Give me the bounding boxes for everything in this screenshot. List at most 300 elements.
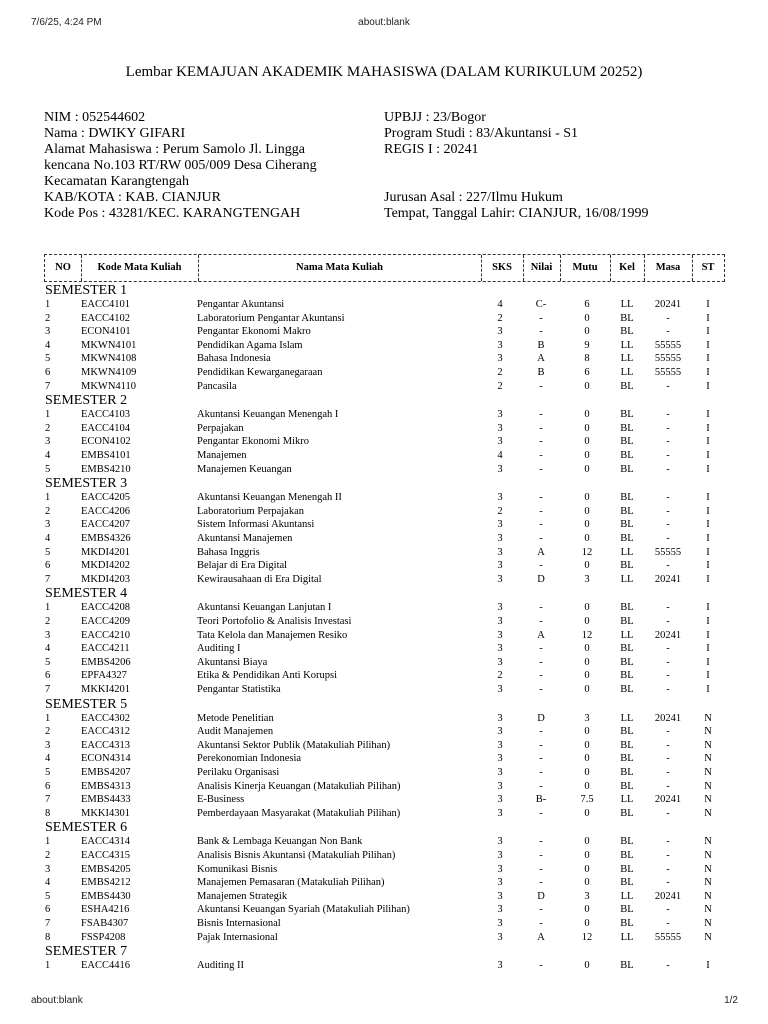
row-nilai: - — [539, 533, 543, 544]
row-kel: BL — [620, 767, 634, 778]
row-no: 2 — [45, 850, 51, 861]
row-nilai: - — [539, 670, 543, 682]
row-nilai: A — [537, 931, 545, 943]
row-kode: FSSP4208 — [81, 931, 126, 943]
table-row — [0, 463, 768, 476]
row-masa: - — [666, 326, 670, 338]
row-mutu: 6 — [584, 367, 590, 378]
row-nama: Analisis Kinerja Keuangan (Matakuliah Pilihan) — [197, 780, 401, 792]
nim: NIM : 052544602 — [44, 110, 146, 125]
row-nilai: - — [539, 684, 543, 695]
row-masa: - — [666, 904, 670, 916]
row-no: 7 — [45, 918, 51, 929]
row-nilai: - — [539, 492, 543, 504]
row-sks: 2 — [497, 312, 503, 324]
row-mutu: 0 — [584, 918, 590, 929]
row-nama: Perilaku Organisasi — [197, 767, 280, 778]
row-nama: Audit Manajemen — [197, 726, 274, 738]
row-masa: - — [666, 753, 670, 765]
row-kel: BL — [620, 753, 634, 765]
birth-place-date: Tempat, Tanggal Lahir: CIANJUR, 16/08/1999 — [384, 206, 649, 221]
row-kel: BL — [620, 877, 634, 889]
row-nama: Pemberdayaan Masyarakat (Matakuliah Pilihan) — [197, 807, 401, 819]
student-name: Nama : DWIKY GIFARI — [44, 126, 186, 141]
row-mutu: 0 — [584, 739, 590, 751]
row-kel: LL — [620, 546, 634, 558]
row-kode: MKKI4201 — [81, 684, 130, 695]
row-nama: Tata Kelola dan Manajemen Resiko — [197, 629, 348, 641]
row-masa: - — [666, 492, 670, 504]
table-row — [0, 491, 768, 504]
table-row — [0, 739, 768, 752]
row-mutu: 0 — [584, 312, 590, 324]
header-kel: Kel — [619, 262, 635, 273]
row-no: 6 — [45, 670, 51, 682]
row-masa: - — [666, 422, 670, 434]
row-nama: Perpajakan — [197, 422, 244, 434]
row-sks: 3 — [497, 877, 503, 889]
row-masa: - — [666, 312, 670, 324]
table-row — [0, 422, 768, 435]
row-kode: EACC4208 — [81, 602, 131, 614]
row-mutu: 0 — [584, 519, 590, 531]
row-sks: 3 — [497, 519, 503, 531]
row-nama: Bank & Lembaga Keuangan Non Bank — [197, 836, 363, 848]
address-line-1: Alamat Mahasiswa : Perum Samolo Jl. Lingga — [44, 142, 305, 157]
row-kode: EACC4207 — [81, 519, 131, 531]
student-info-right — [384, 110, 649, 222]
row-nilai: - — [539, 326, 543, 338]
row-kode: ECON4101 — [81, 326, 131, 338]
row-nilai: D — [537, 890, 545, 902]
row-sks: 3 — [497, 726, 503, 738]
row-st: N — [704, 918, 712, 929]
row-no: 1 — [45, 492, 51, 504]
row-mutu: 0 — [584, 807, 590, 819]
row-masa: - — [666, 850, 670, 861]
table-row — [0, 752, 768, 765]
row-mutu: 0 — [584, 960, 590, 972]
row-masa: - — [666, 519, 670, 531]
row-nilai: - — [539, 753, 543, 765]
table-row — [0, 683, 768, 696]
row-mutu: 0 — [584, 656, 590, 668]
table-row — [0, 849, 768, 862]
row-kode: MKDI4201 — [81, 546, 130, 558]
row-sks: 4 — [497, 299, 503, 310]
row-mutu: 0 — [584, 836, 590, 848]
row-sks: 3 — [497, 794, 503, 806]
print-page-number: 1/2 — [724, 995, 738, 1006]
upbjj: UPBJJ : 23/Bogor — [384, 110, 486, 125]
row-no: 2 — [45, 726, 51, 738]
row-no: 1 — [45, 836, 51, 848]
row-nama: Komunikasi Bisnis — [197, 863, 278, 875]
row-kel: BL — [620, 492, 634, 504]
row-no: 3 — [45, 326, 51, 338]
row-sks: 3 — [497, 739, 503, 751]
table-row — [0, 629, 768, 642]
row-nama: Pengantar Ekonomi Makro — [197, 326, 311, 338]
row-kel: LL — [620, 299, 634, 310]
row-kode: EMBS4206 — [81, 656, 131, 668]
table-row — [0, 863, 768, 876]
row-mutu: 0 — [584, 560, 590, 572]
row-nilai: - — [539, 863, 543, 875]
row-masa: 55555 — [654, 367, 682, 378]
row-nama: Laboratorium Perpajakan — [197, 505, 304, 517]
row-mutu: 6 — [584, 299, 590, 310]
row-st: I — [706, 670, 710, 682]
row-kel: LL — [620, 629, 634, 641]
row-no: 4 — [45, 643, 51, 655]
row-sks: 2 — [497, 670, 503, 682]
row-no: 6 — [45, 904, 51, 916]
row-st: I — [706, 326, 710, 338]
row-nama: Manajemen Pemasaran (Matakuliah Pilihan) — [197, 877, 385, 889]
row-kel: BL — [620, 836, 634, 848]
row-nilai: - — [539, 807, 543, 819]
row-no: 3 — [45, 519, 51, 531]
header-nilai: Nilai — [530, 262, 553, 273]
row-nilai: B — [537, 367, 545, 378]
table-row — [0, 312, 768, 325]
row-nama: Manajemen Strategik — [197, 890, 288, 902]
row-no: 5 — [45, 353, 51, 365]
row-mutu: 0 — [584, 380, 590, 392]
row-sks: 3 — [497, 339, 503, 351]
row-masa: 55555 — [654, 931, 682, 943]
row-nilai: A — [537, 353, 545, 365]
row-nama: Pengantar Ekonomi Mikro — [197, 436, 309, 448]
row-nilai: - — [539, 960, 543, 972]
table-row — [0, 559, 768, 572]
row-sks: 2 — [497, 505, 503, 517]
row-nilai: - — [539, 422, 543, 434]
row-no: 1 — [45, 299, 51, 310]
header-sks: SKS — [492, 262, 512, 273]
row-kel: BL — [620, 904, 634, 916]
row-masa: 20241 — [654, 712, 682, 724]
table-row — [0, 959, 768, 972]
row-nilai: - — [539, 436, 543, 448]
row-st: N — [704, 877, 712, 889]
table-row — [0, 380, 768, 393]
table-row — [0, 793, 768, 806]
row-nama: Bahasa Inggris — [197, 546, 260, 558]
row-mutu: 0 — [584, 436, 590, 448]
row-mutu: 0 — [584, 505, 590, 517]
table-row — [0, 656, 768, 669]
table-row — [0, 876, 768, 889]
row-nama: Pengantar Statistika — [197, 684, 281, 695]
row-st: N — [704, 726, 712, 738]
semester-heading: SEMESTER 3 — [45, 476, 128, 492]
row-kel: BL — [620, 726, 634, 738]
table-row — [0, 903, 768, 916]
row-sks: 3 — [497, 753, 503, 765]
row-sks: 3 — [497, 629, 503, 641]
table-row — [0, 835, 768, 848]
table-header — [44, 254, 725, 282]
row-st: I — [706, 602, 710, 614]
row-no: 7 — [45, 684, 51, 695]
row-kode: EACC4206 — [81, 505, 131, 517]
row-no: 2 — [45, 616, 51, 627]
row-sks: 2 — [497, 367, 503, 378]
row-masa: 55555 — [654, 339, 682, 351]
row-nilai: - — [539, 450, 543, 461]
header-nama: Nama Mata Kuliah — [296, 262, 383, 273]
semester-heading: SEMESTER 5 — [45, 696, 128, 712]
row-no: 6 — [45, 367, 51, 378]
row-kel: BL — [620, 560, 634, 572]
row-kel: BL — [620, 780, 634, 792]
semester-heading: SEMESTER 6 — [45, 820, 128, 836]
table-row — [0, 505, 768, 518]
row-nama: Akuntansi Sektor Publik (Matakuliah Pilihan) — [197, 739, 391, 751]
row-nama: Belajar di Era Digital — [197, 560, 288, 572]
row-sks: 3 — [497, 436, 503, 448]
row-mutu: 0 — [584, 422, 590, 434]
table-row — [0, 642, 768, 655]
row-nilai: - — [539, 560, 543, 572]
row-st: N — [704, 780, 712, 792]
row-kel: BL — [620, 463, 634, 475]
row-sks: 2 — [497, 380, 503, 392]
row-st: I — [706, 573, 710, 585]
row-no: 2 — [45, 505, 51, 517]
row-st: I — [706, 463, 710, 475]
row-kode: EACC4211 — [81, 643, 130, 655]
row-kode: ESHA4216 — [81, 904, 130, 916]
row-nilai: - — [539, 505, 543, 517]
row-kode: EACC4315 — [81, 850, 131, 861]
row-nama: Metode Penelitian — [197, 712, 274, 724]
row-kel: BL — [620, 960, 634, 972]
header-no: NO — [55, 262, 71, 273]
row-nilai: - — [539, 519, 543, 531]
table-row — [0, 352, 768, 365]
row-kel: BL — [620, 380, 634, 392]
row-nilai: - — [539, 850, 543, 861]
row-sks: 3 — [497, 326, 503, 338]
row-sks: 3 — [497, 422, 503, 434]
row-nama: Auditing I — [197, 643, 241, 655]
row-sks: 3 — [497, 533, 503, 544]
row-mutu: 0 — [584, 877, 590, 889]
row-no: 4 — [45, 753, 51, 765]
row-no: 7 — [45, 573, 51, 585]
row-masa: - — [666, 807, 670, 819]
table-row — [0, 449, 768, 462]
row-masa: - — [666, 960, 670, 972]
row-sks: 3 — [497, 602, 503, 614]
row-st: I — [706, 546, 710, 558]
row-nama: Akuntansi Manajemen — [197, 533, 293, 544]
row-mutu: 8 — [584, 353, 590, 365]
row-nama: Pengantar Akuntansi — [197, 299, 285, 310]
row-sks: 3 — [497, 409, 503, 421]
student-info-left — [44, 110, 317, 222]
row-kel: BL — [620, 436, 634, 448]
row-mutu: 9 — [584, 339, 590, 351]
row-sks: 3 — [497, 656, 503, 668]
row-st: I — [706, 560, 710, 572]
table-row — [0, 917, 768, 930]
row-st: N — [704, 712, 712, 724]
row-mutu: 0 — [584, 684, 590, 695]
row-nama: Pendidikan Agama Islam — [197, 339, 303, 351]
row-nilai: - — [539, 904, 543, 916]
row-sks: 3 — [497, 918, 503, 929]
print-page-title: about:blank — [358, 17, 410, 28]
row-kel: LL — [620, 367, 634, 378]
row-nama: Akuntansi Keuangan Menengah I — [197, 409, 339, 421]
semester-heading: SEMESTER 1 — [45, 283, 128, 298]
row-nilai: - — [539, 726, 543, 738]
row-kode: EMBS4430 — [81, 890, 131, 902]
row-kode: EMBS4212 — [81, 877, 131, 889]
row-kode: MKDI4203 — [81, 573, 130, 585]
row-masa: - — [666, 380, 670, 392]
row-mutu: 0 — [584, 780, 590, 792]
row-kode: EPFA4327 — [81, 670, 127, 682]
semester-heading: SEMESTER 7 — [45, 944, 128, 960]
row-nilai: - — [539, 602, 543, 614]
row-st: N — [704, 753, 712, 765]
row-sks: 3 — [497, 643, 503, 655]
row-no: 6 — [45, 780, 51, 792]
row-kode: MKKI4301 — [81, 807, 130, 819]
row-nilai: - — [539, 616, 543, 627]
row-nilai: D — [537, 712, 545, 724]
table-row — [0, 615, 768, 628]
row-mutu: 0 — [584, 602, 590, 614]
row-mutu: 0 — [584, 409, 590, 421]
row-kel: LL — [620, 353, 634, 365]
row-sks: 3 — [497, 904, 503, 916]
row-kel: BL — [620, 312, 634, 324]
row-sks: 3 — [497, 931, 503, 943]
row-sks: 3 — [497, 850, 503, 861]
row-st: I — [706, 533, 710, 544]
row-st: I — [706, 492, 710, 504]
row-mutu: 3 — [584, 890, 590, 902]
row-nilai: - — [539, 836, 543, 848]
row-nama: Teori Portofolio & Analisis Investasi — [197, 616, 352, 627]
row-st: I — [706, 656, 710, 668]
row-mutu: 0 — [584, 326, 590, 338]
row-kode: EMBS4326 — [81, 533, 131, 544]
table-row — [0, 601, 768, 614]
row-sks: 3 — [497, 463, 503, 475]
row-no: 6 — [45, 560, 51, 572]
row-kel: BL — [620, 533, 634, 544]
row-no: 2 — [45, 312, 51, 324]
row-masa: - — [666, 726, 670, 738]
row-no: 8 — [45, 931, 51, 943]
row-st: I — [706, 450, 710, 461]
row-nilai: B — [537, 339, 545, 351]
table-row — [0, 725, 768, 738]
row-sks: 3 — [497, 960, 503, 972]
row-sks: 3 — [497, 836, 503, 848]
row-mutu: 0 — [584, 533, 590, 544]
table-row — [0, 366, 768, 379]
row-kode: EACC4103 — [81, 409, 131, 421]
row-nilai: - — [539, 409, 543, 421]
row-sks: 3 — [497, 573, 503, 585]
table-row — [0, 408, 768, 421]
print-footer-url: about:blank — [31, 995, 83, 1006]
row-kode: EMBS4205 — [81, 863, 131, 875]
row-masa: 55555 — [654, 353, 682, 365]
table-row — [0, 931, 768, 944]
row-nama: Manajemen Keuangan — [197, 463, 292, 475]
row-masa: - — [666, 643, 670, 655]
row-mutu: 3 — [584, 712, 590, 724]
row-nilai: - — [539, 780, 543, 792]
semester-heading: SEMESTER 2 — [45, 393, 128, 409]
row-masa: - — [666, 463, 670, 475]
row-mutu: 0 — [584, 463, 590, 475]
row-no: 2 — [45, 422, 51, 434]
row-masa: - — [666, 505, 670, 517]
row-no: 5 — [45, 767, 51, 778]
row-kel: BL — [620, 505, 634, 517]
header-st: ST — [701, 262, 715, 273]
row-mutu: 0 — [584, 850, 590, 861]
row-nilai: C- — [535, 299, 547, 310]
row-sks: 3 — [497, 890, 503, 902]
row-no: 4 — [45, 877, 51, 889]
row-sks: 3 — [497, 780, 503, 792]
row-kode: EACC4209 — [81, 616, 131, 627]
row-st: I — [706, 299, 710, 310]
row-masa: 20241 — [654, 890, 682, 902]
row-masa: 20241 — [654, 299, 682, 310]
row-kel: BL — [620, 739, 634, 751]
row-no: 5 — [45, 656, 51, 668]
row-nama: Akuntansi Biaya — [197, 656, 268, 668]
row-kode: EMBS4101 — [81, 450, 131, 461]
row-nama: Perekonomian Indonesia — [197, 753, 302, 765]
row-mutu: 12 — [581, 931, 593, 943]
row-nama: Etika & Pendidikan Anti Korupsi — [197, 670, 337, 682]
row-kode: FSAB4307 — [81, 918, 129, 929]
row-nama: Bisnis Internasional — [197, 918, 281, 929]
header-mutu: Mutu — [572, 262, 598, 273]
table-row — [0, 780, 768, 793]
row-nama: Laboratorium Pengantar Akuntansi — [197, 312, 345, 324]
origin-major: Jurusan Asal : 227/Ilmu Hukum — [384, 190, 563, 205]
table-row — [0, 890, 768, 903]
row-nilai: B- — [535, 794, 547, 806]
row-masa: - — [666, 560, 670, 572]
table-row — [0, 298, 768, 311]
row-no: 8 — [45, 807, 51, 819]
row-nama: Pajak Internasional — [197, 931, 278, 943]
row-kode: EACC4314 — [81, 836, 131, 848]
row-sks: 3 — [497, 616, 503, 627]
row-mutu: 0 — [584, 450, 590, 461]
row-st: N — [704, 767, 712, 778]
row-nilai: - — [539, 739, 543, 751]
table-row — [0, 669, 768, 682]
row-masa: - — [666, 409, 670, 421]
row-mutu: 0 — [584, 767, 590, 778]
